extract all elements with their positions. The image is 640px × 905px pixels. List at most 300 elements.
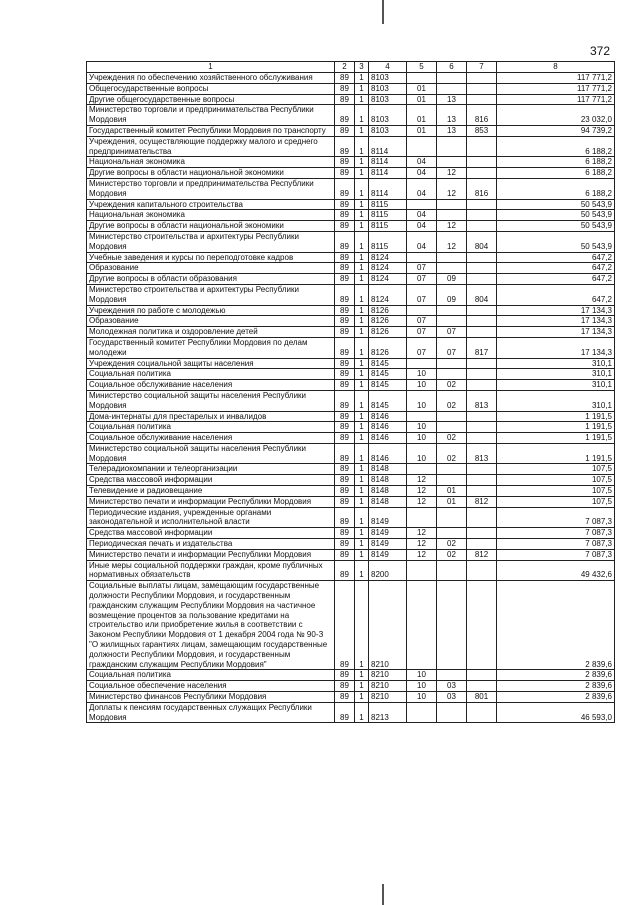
amount-cell: 6 188,2	[497, 168, 615, 179]
table-row	[87, 274, 615, 285]
section-cell: 89	[335, 73, 355, 84]
subdivision-cell	[437, 73, 467, 84]
row-name-cell: Социальная политика	[87, 369, 335, 380]
table-row	[87, 136, 615, 157]
amount-cell: 647,2	[497, 284, 615, 305]
subsection-cell: 1	[355, 475, 369, 486]
table-row	[87, 284, 615, 305]
subsection-cell: 1	[355, 443, 369, 464]
amount-cell: 17 134,3	[497, 327, 615, 338]
subdivision-cell: 12	[437, 221, 467, 232]
ministry-code-cell: 816	[467, 178, 497, 199]
subdivision-cell: 01	[437, 496, 467, 507]
amount-cell: 647,2	[497, 263, 615, 274]
target-code-cell: 8148	[369, 486, 407, 497]
row-name-cell: Дома-интернаты для престарелых и инвалидов	[87, 411, 335, 422]
target-code-cell: 8124	[369, 252, 407, 263]
subsection-cell: 1	[355, 581, 369, 670]
amount-cell: 2 839,6	[497, 692, 615, 703]
section-cell: 89	[335, 464, 355, 475]
subsection-cell: 1	[355, 83, 369, 94]
amount-cell: 2 839,6	[497, 581, 615, 670]
section-cell: 89	[335, 337, 355, 358]
target-code-cell: 8145	[369, 369, 407, 380]
table-row	[87, 549, 615, 560]
division-cell: 10	[407, 422, 437, 433]
row-name-cell: Национальная экономика	[87, 157, 335, 168]
section-cell: 89	[335, 157, 355, 168]
ministry-code-cell	[467, 670, 497, 681]
target-code-cell: 8126	[369, 337, 407, 358]
amount-cell: 23 032,0	[497, 105, 615, 126]
subdivision-cell: 12	[437, 178, 467, 199]
target-code-cell: 8124	[369, 263, 407, 274]
row-name-cell: Социальные выплаты лицам, замещающим государственные должности Республики Мордовия, и государственным гражданским служащим Республики Мордовия на частичное возмещение процентов за пользование кредитами на строительство или приобретение жилья в соответствии с Законом Республики Мордовия от 1 декабря 2004 года № 90-З "О жилищных гарантиях лицам, замещающим государственные должности Республики Мордовия, и государственным гражданским служащим Республики Мордовия"	[87, 581, 335, 670]
section-cell: 89	[335, 702, 355, 723]
target-code-cell: 8146	[369, 433, 407, 444]
subsection-cell: 1	[355, 464, 369, 475]
header-cell: 8	[497, 62, 615, 73]
amount-cell: 2 839,6	[497, 670, 615, 681]
table-row	[87, 443, 615, 464]
subdivision-cell	[437, 199, 467, 210]
subdivision-cell	[437, 464, 467, 475]
subsection-cell: 1	[355, 369, 369, 380]
amount-cell: 107,5	[497, 486, 615, 497]
subdivision-cell: 02	[437, 443, 467, 464]
section-cell: 89	[335, 549, 355, 560]
ministry-code-cell	[467, 560, 497, 581]
row-name-cell: Социальное обслуживание населения	[87, 380, 335, 391]
subsection-cell: 1	[355, 560, 369, 581]
subsection-cell: 1	[355, 702, 369, 723]
amount-cell: 2 839,6	[497, 681, 615, 692]
amount-cell: 107,5	[497, 475, 615, 486]
target-code-cell: 8126	[369, 305, 407, 316]
subdivision-cell: 03	[437, 681, 467, 692]
division-cell	[407, 305, 437, 316]
subdivision-cell	[437, 210, 467, 221]
row-name-cell: Государственный комитет Республики Мордовия по транспорту	[87, 125, 335, 136]
subsection-cell: 1	[355, 125, 369, 136]
section-cell: 89	[335, 539, 355, 550]
section-cell: 89	[335, 83, 355, 94]
target-code-cell: 8146	[369, 443, 407, 464]
division-cell: 10	[407, 380, 437, 391]
row-name-cell: Учреждения капитального строительства	[87, 199, 335, 210]
scan-mark-bottom	[382, 884, 384, 905]
ministry-code-cell	[467, 168, 497, 179]
division-cell: 12	[407, 486, 437, 497]
subsection-cell: 1	[355, 670, 369, 681]
table-row	[87, 702, 615, 723]
row-name-cell: Государственный комитет Республики Мордовия по делам молодежи	[87, 337, 335, 358]
subsection-cell: 1	[355, 168, 369, 179]
subdivision-cell	[437, 136, 467, 157]
amount-cell: 117 771,2	[497, 94, 615, 105]
amount-cell: 310,1	[497, 390, 615, 411]
amount-cell: 50 543,9	[497, 210, 615, 221]
division-cell: 07	[407, 327, 437, 338]
page-number: 372	[590, 44, 611, 58]
division-cell: 01	[407, 94, 437, 105]
ministry-code-cell	[467, 702, 497, 723]
target-code-cell: 8103	[369, 105, 407, 126]
division-cell: 10	[407, 692, 437, 703]
division-cell: 04	[407, 157, 437, 168]
table-row	[87, 422, 615, 433]
subsection-cell: 1	[355, 422, 369, 433]
section-cell: 89	[335, 681, 355, 692]
target-code-cell: 8115	[369, 210, 407, 221]
target-code-cell: 8210	[369, 692, 407, 703]
subdivision-cell: 12	[437, 168, 467, 179]
target-code-cell: 8148	[369, 475, 407, 486]
row-name-cell: Общегосударственные вопросы	[87, 83, 335, 94]
target-code-cell: 8103	[369, 94, 407, 105]
target-code-cell: 8148	[369, 496, 407, 507]
section-cell: 89	[335, 358, 355, 369]
target-code-cell: 8146	[369, 411, 407, 422]
subdivision-cell: 12	[437, 231, 467, 252]
division-cell: 07	[407, 316, 437, 327]
subdivision-cell: 13	[437, 94, 467, 105]
amount-cell: 6 188,2	[497, 157, 615, 168]
ministry-code-cell	[467, 380, 497, 391]
subsection-cell: 1	[355, 507, 369, 528]
target-code-cell: 8149	[369, 549, 407, 560]
amount-cell: 647,2	[497, 252, 615, 263]
target-code-cell: 8145	[369, 358, 407, 369]
subsection-cell: 1	[355, 252, 369, 263]
row-name-cell: Учреждения по обеспечению хозяйственного обслуживания	[87, 73, 335, 84]
ministry-code-cell	[467, 136, 497, 157]
ministry-code-cell	[467, 252, 497, 263]
ministry-code-cell	[467, 210, 497, 221]
division-cell: 04	[407, 210, 437, 221]
ministry-code-cell	[467, 539, 497, 550]
amount-cell: 1 191,5	[497, 443, 615, 464]
subsection-cell: 1	[355, 231, 369, 252]
target-code-cell: 8115	[369, 231, 407, 252]
table-row	[87, 178, 615, 199]
subdivision-cell	[437, 475, 467, 486]
section-cell: 89	[335, 443, 355, 464]
subsection-cell: 1	[355, 411, 369, 422]
target-code-cell: 8124	[369, 284, 407, 305]
row-name-cell: Телевидение и радиовещание	[87, 486, 335, 497]
subdivision-cell	[437, 358, 467, 369]
table-row	[87, 327, 615, 338]
subsection-cell: 1	[355, 380, 369, 391]
target-code-cell: 8149	[369, 507, 407, 528]
division-cell: 12	[407, 475, 437, 486]
header-cell: 7	[467, 62, 497, 73]
target-code-cell: 8114	[369, 168, 407, 179]
subsection-cell: 1	[355, 263, 369, 274]
section-cell: 89	[335, 221, 355, 232]
row-name-cell: Образование	[87, 263, 335, 274]
section-cell: 89	[335, 496, 355, 507]
subdivision-cell: 02	[437, 380, 467, 391]
row-name-cell: Средства массовой информации	[87, 475, 335, 486]
section-cell: 89	[335, 433, 355, 444]
subsection-cell: 1	[355, 486, 369, 497]
ministry-code-cell	[467, 475, 497, 486]
subsection-cell: 1	[355, 692, 369, 703]
ministry-code-cell: 812	[467, 549, 497, 560]
subdivision-cell	[437, 528, 467, 539]
amount-cell: 46 593,0	[497, 702, 615, 723]
row-name-cell: Социальная политика	[87, 670, 335, 681]
table-row	[87, 433, 615, 444]
amount-cell: 107,5	[497, 496, 615, 507]
amount-cell: 7 087,3	[497, 528, 615, 539]
division-cell: 07	[407, 337, 437, 358]
subsection-cell: 1	[355, 681, 369, 692]
table-row	[87, 221, 615, 232]
row-name-cell: Другие вопросы в области национальной экономики	[87, 168, 335, 179]
target-code-cell: 8114	[369, 157, 407, 168]
section-cell: 89	[335, 199, 355, 210]
row-name-cell: Средства массовой информации	[87, 528, 335, 539]
table-header-row	[87, 62, 615, 73]
subdivision-cell: 09	[437, 284, 467, 305]
header-cell: 4	[369, 62, 407, 73]
ministry-code-cell	[467, 464, 497, 475]
table-row	[87, 125, 615, 136]
ministry-code-cell	[467, 411, 497, 422]
ministry-code-cell	[467, 486, 497, 497]
amount-cell: 17 134,3	[497, 337, 615, 358]
row-name-cell: Учреждения социальной защиты населения	[87, 358, 335, 369]
section-cell: 89	[335, 670, 355, 681]
subsection-cell: 1	[355, 316, 369, 327]
target-code-cell: 8200	[369, 560, 407, 581]
ministry-code-cell	[467, 681, 497, 692]
ministry-code-cell	[467, 221, 497, 232]
row-name-cell: Иные меры социальной поддержки граждан, кроме публичных нормативных обязательств	[87, 560, 335, 581]
target-code-cell: 8148	[369, 464, 407, 475]
ministry-code-cell	[467, 528, 497, 539]
amount-cell: 49 432,6	[497, 560, 615, 581]
division-cell: 04	[407, 231, 437, 252]
table-row	[87, 670, 615, 681]
row-name-cell: Социальное обслуживание населения	[87, 433, 335, 444]
subdivision-cell: 02	[437, 390, 467, 411]
subsection-cell: 1	[355, 305, 369, 316]
subdivision-cell: 13	[437, 125, 467, 136]
target-code-cell: 8103	[369, 125, 407, 136]
row-name-cell: Другие вопросы в области образования	[87, 274, 335, 285]
row-name-cell: Учебные заведения и курсы по переподготовке кадров	[87, 252, 335, 263]
subdivision-cell: 01	[437, 486, 467, 497]
table-row	[87, 358, 615, 369]
target-code-cell: 8114	[369, 178, 407, 199]
amount-cell: 310,1	[497, 358, 615, 369]
table-row	[87, 231, 615, 252]
subdivision-cell	[437, 702, 467, 723]
section-cell: 89	[335, 380, 355, 391]
division-cell	[407, 252, 437, 263]
subdivision-cell	[437, 581, 467, 670]
subsection-cell: 1	[355, 284, 369, 305]
target-code-cell: 8149	[369, 539, 407, 550]
table-row	[87, 411, 615, 422]
division-cell: 10	[407, 369, 437, 380]
row-name-cell: Министерство строительства и архитектуры Республики Мордовия	[87, 231, 335, 252]
amount-cell: 107,5	[497, 464, 615, 475]
ministry-code-cell	[467, 157, 497, 168]
subdivision-cell	[437, 83, 467, 94]
subsection-cell: 1	[355, 337, 369, 358]
table-row	[87, 263, 615, 274]
division-cell: 07	[407, 284, 437, 305]
subdivision-cell: 02	[437, 549, 467, 560]
table-row	[87, 539, 615, 550]
section-cell: 89	[335, 136, 355, 157]
division-cell: 10	[407, 433, 437, 444]
subsection-cell: 1	[355, 327, 369, 338]
amount-cell: 6 188,2	[497, 136, 615, 157]
subsection-cell: 1	[355, 496, 369, 507]
subdivision-cell: 07	[437, 327, 467, 338]
division-cell: 07	[407, 263, 437, 274]
subsection-cell: 1	[355, 178, 369, 199]
target-code-cell: 8103	[369, 83, 407, 94]
amount-cell: 17 134,3	[497, 316, 615, 327]
subsection-cell: 1	[355, 549, 369, 560]
row-name-cell: Министерство печати и информации Республики Мордовия	[87, 549, 335, 560]
table-row	[87, 560, 615, 581]
amount-cell: 6 188,2	[497, 178, 615, 199]
amount-cell: 117 771,2	[497, 83, 615, 94]
amount-cell: 7 087,3	[497, 539, 615, 550]
subdivision-cell: 09	[437, 274, 467, 285]
subsection-cell: 1	[355, 390, 369, 411]
section-cell: 89	[335, 507, 355, 528]
scan-mark-top	[382, 0, 384, 24]
table-row	[87, 73, 615, 84]
division-cell: 10	[407, 390, 437, 411]
amount-cell: 7 087,3	[497, 549, 615, 560]
target-code-cell: 8103	[369, 73, 407, 84]
row-name-cell: Учреждения по работе с молодежью	[87, 305, 335, 316]
section-cell: 89	[335, 486, 355, 497]
subsection-cell: 1	[355, 274, 369, 285]
division-cell: 04	[407, 168, 437, 179]
ministry-code-cell	[467, 94, 497, 105]
ministry-code-cell	[467, 73, 497, 84]
table-row	[87, 83, 615, 94]
target-code-cell: 8149	[369, 528, 407, 539]
subdivision-cell	[437, 560, 467, 581]
section-cell: 89	[335, 422, 355, 433]
section-cell: 89	[335, 390, 355, 411]
amount-cell: 1 191,5	[497, 422, 615, 433]
target-code-cell: 8210	[369, 581, 407, 670]
ministry-code-cell	[467, 83, 497, 94]
target-code-cell: 8124	[369, 274, 407, 285]
division-cell	[407, 581, 437, 670]
division-cell: 01	[407, 125, 437, 136]
section-cell: 89	[335, 125, 355, 136]
division-cell	[407, 358, 437, 369]
row-name-cell: Министерство торговли и предпринимательства Республики Мордовия	[87, 178, 335, 199]
division-cell	[407, 73, 437, 84]
row-name-cell: Доплаты к пенсиям государственных служащих Республики Мордовия	[87, 702, 335, 723]
subsection-cell: 1	[355, 221, 369, 232]
ministry-code-cell	[467, 305, 497, 316]
table-row	[87, 105, 615, 126]
ministry-code-cell	[467, 581, 497, 670]
subsection-cell: 1	[355, 105, 369, 126]
table-row	[87, 380, 615, 391]
subsection-cell: 1	[355, 157, 369, 168]
amount-cell: 94 739,2	[497, 125, 615, 136]
row-name-cell: Министерство строительства и архитектуры Республики Мордовия	[87, 284, 335, 305]
subsection-cell: 1	[355, 358, 369, 369]
row-name-cell: Образование	[87, 316, 335, 327]
ministry-code-cell	[467, 199, 497, 210]
ministry-code-cell: 813	[467, 390, 497, 411]
division-cell: 12	[407, 539, 437, 550]
subsection-cell: 1	[355, 94, 369, 105]
division-cell	[407, 411, 437, 422]
subdivision-cell	[437, 369, 467, 380]
subdivision-cell	[437, 422, 467, 433]
section-cell: 89	[335, 94, 355, 105]
subsection-cell: 1	[355, 539, 369, 550]
amount-cell: 7 087,3	[497, 507, 615, 528]
division-cell: 12	[407, 528, 437, 539]
subdivision-cell: 03	[437, 692, 467, 703]
ministry-code-cell	[467, 507, 497, 528]
subsection-cell: 1	[355, 199, 369, 210]
ministry-code-cell	[467, 358, 497, 369]
table-row	[87, 199, 615, 210]
ministry-code-cell	[467, 422, 497, 433]
header-cell: 6	[437, 62, 467, 73]
division-cell: 07	[407, 274, 437, 285]
subdivision-cell	[437, 507, 467, 528]
table-row	[87, 210, 615, 221]
target-code-cell: 8114	[369, 136, 407, 157]
amount-cell: 310,1	[497, 369, 615, 380]
division-cell: 01	[407, 83, 437, 94]
subsection-cell: 1	[355, 136, 369, 157]
division-cell: 12	[407, 549, 437, 560]
target-code-cell: 8145	[369, 390, 407, 411]
subdivision-cell	[437, 316, 467, 327]
subdivision-cell: 13	[437, 105, 467, 126]
subsection-cell: 1	[355, 528, 369, 539]
table-row	[87, 168, 615, 179]
subsection-cell: 1	[355, 73, 369, 84]
ministry-code-cell: 816	[467, 105, 497, 126]
row-name-cell: Министерство социальной защиты населения Республики Мордовия	[87, 443, 335, 464]
division-cell	[407, 136, 437, 157]
subdivision-cell	[437, 670, 467, 681]
table-row	[87, 507, 615, 528]
row-name-cell: Министерство печати и информации Республики Мордовия	[87, 496, 335, 507]
subdivision-cell	[437, 411, 467, 422]
division-cell: 04	[407, 221, 437, 232]
section-cell: 89	[335, 168, 355, 179]
row-name-cell: Министерство торговли и предпринимательства Республики Мордовия	[87, 105, 335, 126]
amount-cell: 50 543,9	[497, 221, 615, 232]
row-name-cell: Периодические издания, учрежденные органами законодательной и исполнительной власти	[87, 507, 335, 528]
